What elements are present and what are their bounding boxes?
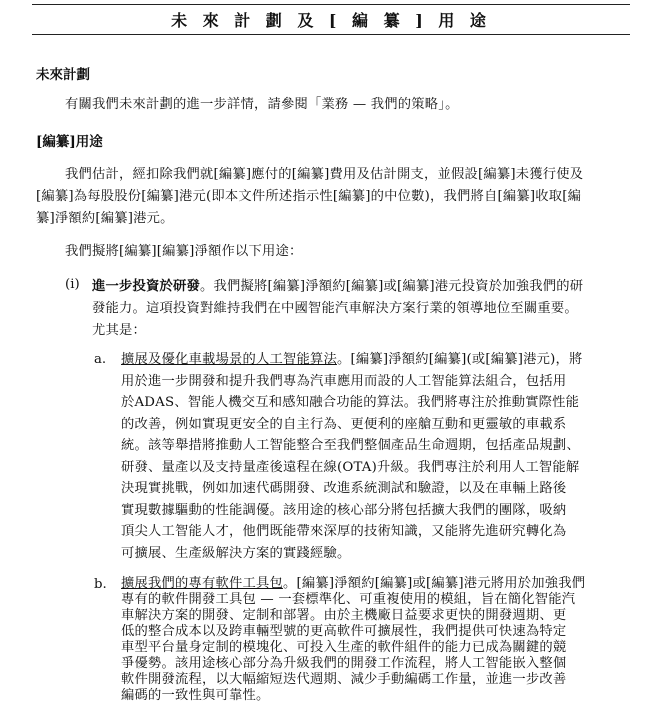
- list-item-a-text: 。[編纂]淨額約[編纂](或[編纂]港元)，將: [336, 352, 583, 367]
- list-item-b-line: 車解決方案的開發、定制和部署。由於主機廠日益要求更快的開發週期、更: [121, 608, 567, 623]
- list-item-a-line: 的改善，例如實現更安全的自主行為、更便利的座艙互動和更靈敏的車載系: [121, 416, 567, 432]
- paragraph-line: [編纂]為每股股份[編纂]港元(即本文件所述指示性[編纂]的中位數)，我們將自[編纂]收取[編: [36, 189, 582, 204]
- list-item-a-line: 於ADAS、智能人機交互和感知融合功能的算法。我們將專注於推動實際性能: [121, 395, 580, 410]
- list-item-b-line: 編碼的一致性與可靠性。: [121, 688, 270, 703]
- list-item-a-lead: 擴展及優化車載場景的人工智能算法: [121, 352, 337, 367]
- paragraph-line: 我們估計，經扣除我們就[編纂]應付的[編纂]費用及估計開支，並假設[編纂]未獲行使及: [65, 167, 584, 182]
- section-heading-use-of-proceeds: [編纂]用途: [36, 134, 103, 150]
- title-top-rule: [32, 4, 630, 5]
- future-plans-paragraph: 有關我們未來計劃的進一步詳情，請參閱「業務 — 我們的策略」。: [65, 97, 459, 112]
- page-title: 未 來 計 劃 及 [ 編 纂 ] 用 途: [171, 11, 491, 30]
- list-item-a-line: 頂尖人工智能人才，他們既能帶來深厚的技術知識，又能將先進研究轉化為: [121, 524, 567, 539]
- intended-use-paragraph: 我們擬將[編纂][編纂]淨額作以下用途：: [65, 244, 303, 259]
- list-item-b-line: [121, 576, 630, 592]
- list-item-b-lead: 擴展我們的專有軟件工具包: [121, 576, 283, 591]
- list-item-b-line: 車型平台量身定制的模塊化、可投入生產的軟件組件的能力已成為關鍵的競: [121, 640, 567, 655]
- list-item-a-line: 統。該等舉措將推動人工智能整合至我們整個產品生命週期，包括產品規劃、: [121, 438, 580, 453]
- section-heading-future-plans: 未來計劃: [36, 67, 90, 83]
- list-item-b-line: 爭優勢。該用途核心部分為升級我們的開發工作流程，將人工智能嵌入整個: [121, 656, 567, 671]
- list-marker-i: (i): [65, 277, 80, 292]
- list-item-a-line: [121, 349, 630, 371]
- list-marker-b: b.: [94, 577, 107, 592]
- list-item-a-line: 用於進一步開發和提升我們專為汽車應用而設的人工智能算法組合，包括用: [121, 373, 567, 389]
- list-item-i-lead: 進一步投資於研發: [92, 279, 200, 294]
- list-item-i-text: 。我們擬將[編纂]淨額約[編纂]或[編纂]港元投資於加強我們的研: [199, 279, 584, 294]
- title-bottom-rule: [32, 34, 630, 35]
- list-item-a-line: 可擴展、生產級解決方案的實踐經驗。: [121, 545, 351, 561]
- list-item-b-line: 低的整合成本以及跨車輛型號的更高軟件可擴展性，我們提供可快速為特定: [121, 624, 567, 639]
- paragraph-line: 纂]淨額約[編纂]港元。: [36, 211, 174, 226]
- list-marker-a: a.: [94, 352, 107, 367]
- list-item-b-line: 專有的軟件開發工具包 — 一套標準化、可重複使用的模組，旨在簡化智能汽: [121, 592, 576, 607]
- list-item-b-line: 軟件開發流程，以大幅縮短迭代週期、減少手動編碼工作量，並進一步改善: [121, 672, 567, 687]
- list-item-i-line: 發能力。這項投資對維持我們在中國智能汽車解決方案行業的領導地位至關重要。: [92, 301, 578, 316]
- list-item-a-line: 研發、量產以及支持量產後遠程在線(OTA)升級。我們專注於利用人工智能解: [121, 459, 580, 475]
- list-item-a-line: 決現實挑戰，例如加速代碼開發、改進系統測試和驗證，以及在車輛上路後: [121, 481, 567, 496]
- list-item-i-line: [92, 276, 630, 298]
- list-item-b-text: 。[編纂]淨額約[編纂]或[編纂]港元將用於加強我們: [282, 576, 586, 591]
- list-item-i-line: 尤其是：: [92, 323, 146, 338]
- list-item-a-line: 實現數據驅動的性能調優。該用途的核心部分將包括擴大我們的團隊，吸納: [121, 502, 567, 518]
